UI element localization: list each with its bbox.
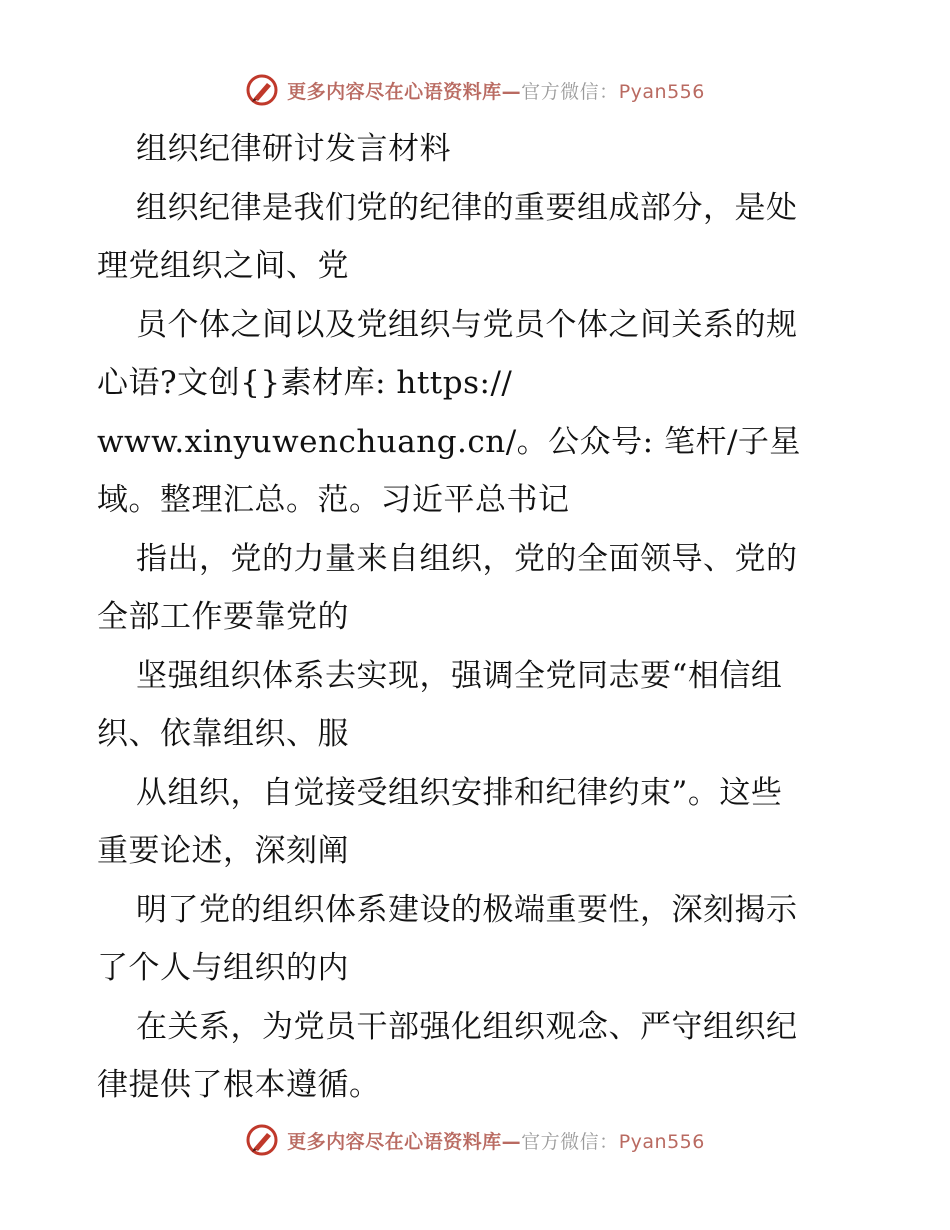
text-line: www.xinyuwenchuang.cn/。公众号: 笔杆/子星	[97, 423, 801, 460]
header-watermark	[0, 70, 950, 110]
pen-logo-icon	[245, 73, 279, 107]
text-line: 织、依靠组织、服	[97, 716, 349, 752]
text-line: 指出，党的力量来自组织，党的全面领导、党的	[136, 540, 798, 577]
text-line: 明了党的组织体系建设的极端重要性，深刻揭示	[136, 891, 798, 928]
text-line: 心语?文创{}素材库: https://	[97, 365, 513, 401]
footer-watermark	[0, 1120, 950, 1160]
text-line: 重要论述，深刻阐	[97, 833, 349, 869]
text-line: 组织纪律是我们党的纪律的重要组成部分，是处	[136, 189, 798, 226]
text-line: 全部工作要靠党的	[97, 599, 349, 635]
watermark-text: 更多内容尽在心语资料库—官方微信：Pyan556	[287, 1130, 705, 1153]
text-line: 从组织，自觉接受组织安排和纪律约束”。这些	[136, 774, 783, 811]
text-line: 坚强组织体系去实现，强调全党同志要“相信组	[136, 657, 783, 694]
text-line: 了个人与组织的内	[97, 950, 349, 986]
watermark-text: 更多内容尽在心语资料库—官方微信：Pyan556	[287, 80, 705, 103]
document-title: 组织纪律研讨发言材料	[136, 131, 451, 167]
text-line: 理党组织之间、党	[97, 248, 349, 284]
text-line: 员个体之间以及党组织与党员个体之间关系的规	[136, 306, 798, 343]
text-line: 在关系，为党员干部强化组织观念、严守组织纪	[136, 1008, 798, 1045]
text-line: 域。整理汇总。范。习近平总书记	[97, 482, 570, 518]
document-body	[97, 120, 857, 1115]
text-line: 律提供了根本遵循。	[97, 1067, 381, 1103]
pen-logo-icon	[245, 1123, 279, 1157]
